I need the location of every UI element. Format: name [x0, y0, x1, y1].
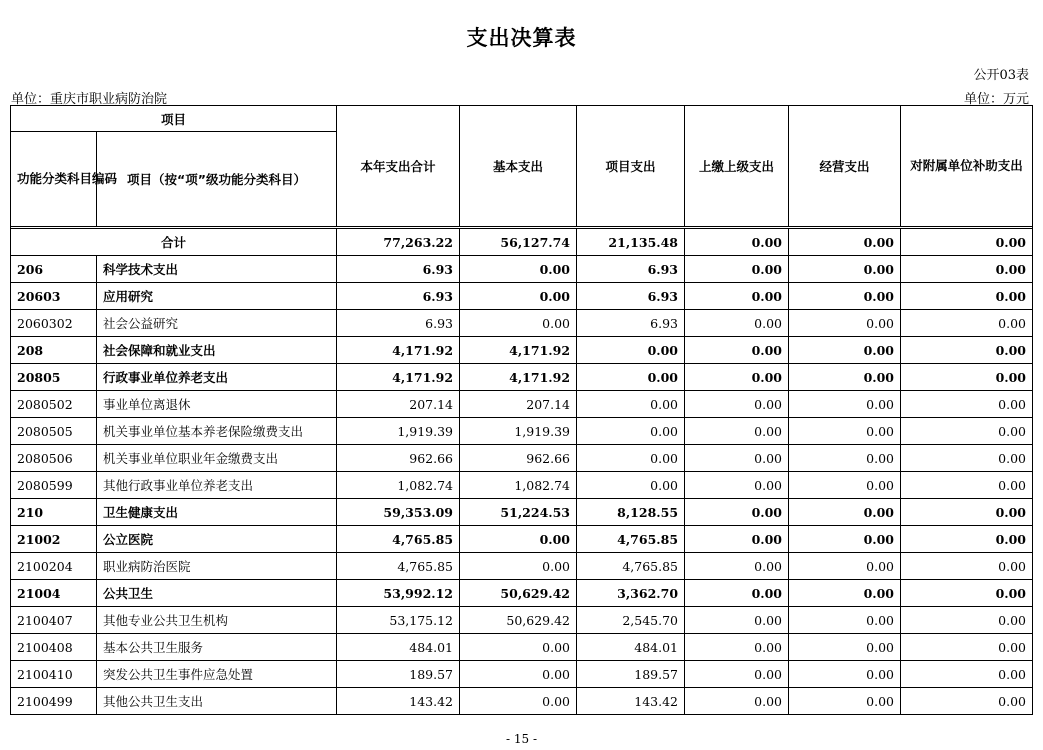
- row-value: 4,765.85: [577, 553, 685, 580]
- row-value: 3,362.70: [577, 580, 685, 607]
- table-row: [11, 337, 1033, 364]
- row-value: 0.00: [685, 688, 789, 715]
- row-name: 其他专业公共卫生机构: [97, 607, 337, 634]
- row-value: 962.66: [337, 445, 460, 472]
- row-value: 0.00: [460, 661, 577, 688]
- row-value: 53,992.12: [337, 580, 460, 607]
- row-value: 0.00: [577, 472, 685, 499]
- row-value: 0.00: [901, 634, 1033, 661]
- total-value: 77,263.22: [337, 229, 460, 256]
- row-value: 0.00: [685, 553, 789, 580]
- row-name: 其他行政事业单位养老支出: [97, 472, 337, 499]
- row-name: 科学技术支出: [97, 256, 337, 283]
- row-value: 0.00: [577, 337, 685, 364]
- table-row: [11, 634, 1033, 661]
- row-value: 0.00: [901, 364, 1033, 391]
- table-row: [11, 418, 1033, 445]
- row-code: 2100410: [11, 661, 97, 688]
- table-row: [11, 445, 1033, 472]
- row-value: 1,082.74: [337, 472, 460, 499]
- row-value: 0.00: [789, 688, 901, 715]
- total-row: [11, 229, 1033, 256]
- row-name: 其他公共卫生支出: [97, 688, 337, 715]
- row-value: 0.00: [901, 553, 1033, 580]
- row-value: 6.93: [337, 256, 460, 283]
- row-value: 0.00: [901, 661, 1033, 688]
- page-number: - 15 -: [505, 732, 537, 746]
- row-value: 189.57: [577, 661, 685, 688]
- total-value: 0.00: [685, 229, 789, 256]
- row-name: 突发公共卫生事件应急处置: [97, 661, 337, 688]
- row-value: 8,128.55: [577, 499, 685, 526]
- table-row: [11, 499, 1033, 526]
- row-value: 4,765.85: [337, 553, 460, 580]
- row-value: 6.93: [577, 256, 685, 283]
- table-row: [11, 580, 1033, 607]
- row-value: 4,171.92: [460, 364, 577, 391]
- row-value: 50,629.42: [460, 580, 577, 607]
- row-name: 公共卫生: [97, 580, 337, 607]
- row-value: 0.00: [901, 256, 1033, 283]
- table-row: [11, 688, 1033, 715]
- row-value: 0.00: [460, 634, 577, 661]
- row-code: 20603: [11, 283, 97, 310]
- header-col-basic: 基本支出: [460, 106, 577, 227]
- row-code: 21002: [11, 526, 97, 553]
- row-value: 0.00: [685, 256, 789, 283]
- table-row: [11, 364, 1033, 391]
- row-code: 2100499: [11, 688, 97, 715]
- row-value: 0.00: [577, 418, 685, 445]
- row-value: 207.14: [460, 391, 577, 418]
- row-value: 0.00: [901, 310, 1033, 337]
- table-row: [11, 661, 1033, 688]
- row-value: 0.00: [789, 445, 901, 472]
- row-value: 0.00: [901, 688, 1033, 715]
- row-value: 0.00: [901, 580, 1033, 607]
- row-value: 0.00: [789, 391, 901, 418]
- row-value: 4,765.85: [577, 526, 685, 553]
- row-value: 143.42: [577, 688, 685, 715]
- row-value: 0.00: [789, 580, 901, 607]
- row-code: 20805: [11, 364, 97, 391]
- row-value: 0.00: [789, 337, 901, 364]
- row-value: 0.00: [901, 499, 1033, 526]
- row-name: 公立医院: [97, 526, 337, 553]
- row-code: 2080506: [11, 445, 97, 472]
- row-value: 0.00: [901, 283, 1033, 310]
- table-row: [11, 256, 1033, 283]
- row-value: 207.14: [337, 391, 460, 418]
- row-value: 143.42: [337, 688, 460, 715]
- row-value: 6.93: [577, 310, 685, 337]
- row-value: 1,919.39: [337, 418, 460, 445]
- row-value: 0.00: [901, 337, 1033, 364]
- row-value: 0.00: [685, 391, 789, 418]
- total-value: 56,127.74: [460, 229, 577, 256]
- row-value: 2,545.70: [577, 607, 685, 634]
- row-value: 0.00: [789, 634, 901, 661]
- row-code: 2080505: [11, 418, 97, 445]
- header-col-subsidy: 对附属单位补助支出: [901, 106, 1033, 227]
- row-value: 0.00: [685, 634, 789, 661]
- row-value: 0.00: [901, 526, 1033, 553]
- row-code: 21004: [11, 580, 97, 607]
- row-value: 6.93: [577, 283, 685, 310]
- row-value: 0.00: [789, 553, 901, 580]
- table-row: [11, 526, 1033, 553]
- row-value: 0.00: [685, 445, 789, 472]
- row-code: 2100407: [11, 607, 97, 634]
- row-code: 208: [11, 337, 97, 364]
- total-value: 21,135.48: [577, 229, 685, 256]
- currency-unit: 单位：万元: [963, 92, 1029, 107]
- row-value: 0.00: [460, 256, 577, 283]
- row-value: 0.00: [685, 418, 789, 445]
- table-row: [11, 283, 1033, 310]
- header-col-remit: 上缴上级支出: [685, 106, 789, 227]
- row-value: 484.01: [337, 634, 460, 661]
- row-name: 基本公共卫生服务: [97, 634, 337, 661]
- row-name: 机关事业单位职业年金缴费支出: [97, 445, 337, 472]
- row-value: 4,765.85: [337, 526, 460, 553]
- row-value: 189.57: [337, 661, 460, 688]
- row-value: 0.00: [685, 472, 789, 499]
- row-value: 0.00: [789, 283, 901, 310]
- table-row: [11, 472, 1033, 499]
- header-name: 项目（按“项”级功能分类科目）: [97, 132, 337, 227]
- row-value: 4,171.92: [460, 337, 577, 364]
- row-value: 0.00: [789, 472, 901, 499]
- row-code: 2080599: [11, 472, 97, 499]
- row-value: 0.00: [789, 607, 901, 634]
- total-value: 0.00: [789, 229, 901, 256]
- row-value: 0.00: [789, 499, 901, 526]
- row-name: 应用研究: [97, 283, 337, 310]
- row-value: 51,224.53: [460, 499, 577, 526]
- row-value: 0.00: [789, 418, 901, 445]
- row-value: 6.93: [337, 310, 460, 337]
- header-project-group: 项目: [11, 106, 337, 132]
- row-value: 0.00: [685, 364, 789, 391]
- row-value: 0.00: [577, 364, 685, 391]
- total-value: 0.00: [901, 229, 1033, 256]
- row-value: 0.00: [685, 607, 789, 634]
- row-code: 206: [11, 256, 97, 283]
- total-label: 合计: [11, 229, 337, 256]
- table-row: [11, 310, 1033, 337]
- row-value: 4,171.92: [337, 364, 460, 391]
- row-value: 0.00: [460, 283, 577, 310]
- header-col-total: 本年支出合计: [337, 106, 460, 227]
- row-value: 0.00: [460, 526, 577, 553]
- row-name: 卫生健康支出: [97, 499, 337, 526]
- row-name: 社会公益研究: [97, 310, 337, 337]
- header-col-project: 项目支出: [577, 106, 685, 227]
- row-value: 0.00: [901, 418, 1033, 445]
- row-value: 6.93: [337, 283, 460, 310]
- row-code: 2060302: [11, 310, 97, 337]
- row-name: 社会保障和就业支出: [97, 337, 337, 364]
- row-value: 484.01: [577, 634, 685, 661]
- row-value: 0.00: [685, 499, 789, 526]
- row-value: 0.00: [901, 445, 1033, 472]
- row-value: 0.00: [901, 391, 1033, 418]
- row-name: 职业病防治医院: [97, 553, 337, 580]
- row-value: 4,171.92: [337, 337, 460, 364]
- table-row: [11, 553, 1033, 580]
- row-code: 2100204: [11, 553, 97, 580]
- row-value: 0.00: [577, 445, 685, 472]
- row-value: 0.00: [901, 607, 1033, 634]
- row-value: 0.00: [577, 391, 685, 418]
- reporting-unit: 单位：重庆市职业病防治院: [11, 92, 168, 107]
- form-number: 公开03表: [973, 68, 1029, 83]
- row-value: 53,175.12: [337, 607, 460, 634]
- row-name: 事业单位离退休: [97, 391, 337, 418]
- table-row: [11, 607, 1033, 634]
- row-code: 210: [11, 499, 97, 526]
- expenditure-table: [10, 105, 1033, 715]
- row-value: 59,353.09: [337, 499, 460, 526]
- header-col-operating: 经营支出: [789, 106, 901, 227]
- row-value: 0.00: [901, 472, 1033, 499]
- row-value: 0.00: [460, 553, 577, 580]
- table-row: [11, 391, 1033, 418]
- row-value: 0.00: [685, 310, 789, 337]
- header-code: 功能分类科目编码: [11, 132, 97, 227]
- row-value: 0.00: [460, 310, 577, 337]
- row-value: 0.00: [685, 580, 789, 607]
- row-name: 行政事业单位养老支出: [97, 364, 337, 391]
- row-code: 2080502: [11, 391, 97, 418]
- row-value: 1,919.39: [460, 418, 577, 445]
- row-name: 机关事业单位基本养老保险缴费支出: [97, 418, 337, 445]
- row-value: 0.00: [789, 661, 901, 688]
- page-title: 支出决算表: [466, 26, 577, 50]
- row-value: 0.00: [789, 526, 901, 553]
- row-value: 1,082.74: [460, 472, 577, 499]
- row-value: 0.00: [789, 310, 901, 337]
- row-value: 0.00: [685, 337, 789, 364]
- row-value: 0.00: [685, 283, 789, 310]
- row-value: 0.00: [789, 256, 901, 283]
- row-value: 0.00: [789, 364, 901, 391]
- row-value: 0.00: [685, 661, 789, 688]
- row-value: 0.00: [460, 688, 577, 715]
- row-code: 2100408: [11, 634, 97, 661]
- row-value: 962.66: [460, 445, 577, 472]
- row-value: 50,629.42: [460, 607, 577, 634]
- row-value: 0.00: [685, 526, 789, 553]
